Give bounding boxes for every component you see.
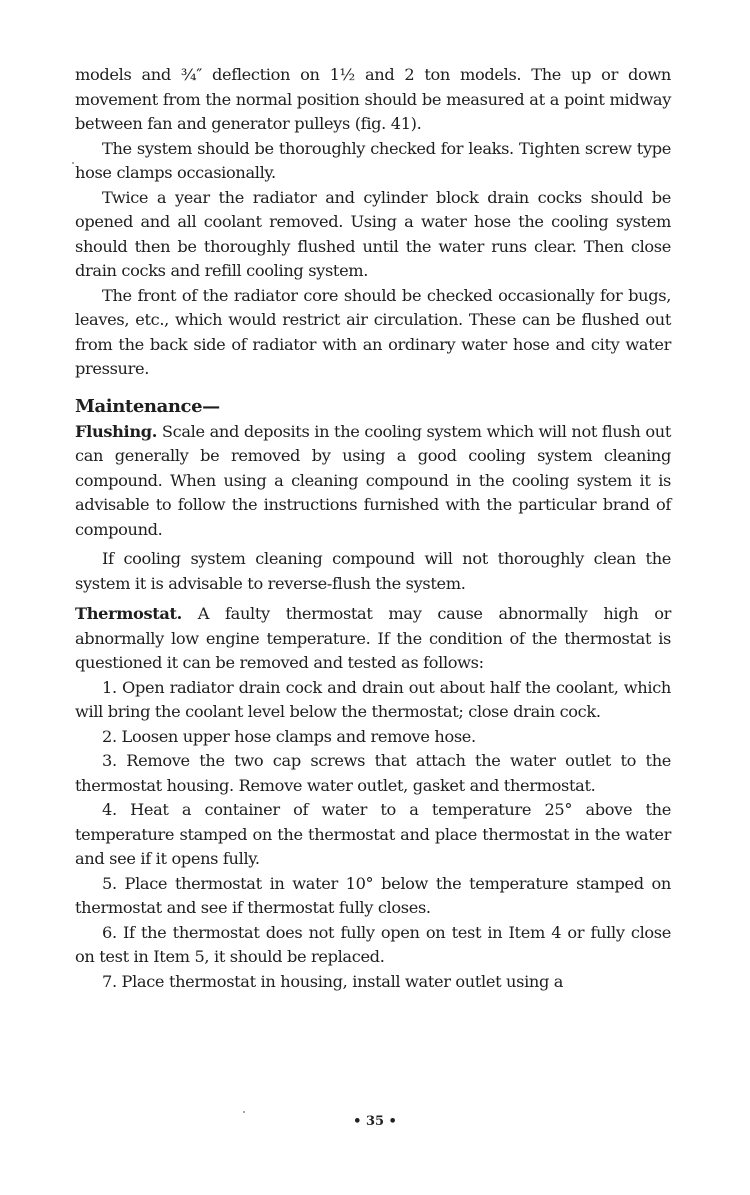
paragraph-thermostat [75,602,671,676]
paragraph-drain-cocks: Twice a year the radiator and cylinder block drain cocks should be opened and all coolant removed. Using a water hose the cooling system should then be thoroughly flushed until the water runs clear. Then close drain cocks and refill cooling system. [75,187,671,280]
run-in-heading-flushing: Flushing. [75,421,158,441]
list-item-step-4: 4. Heat a container of water to a temperature 25° above the temperature stamped on the thermostat and place thermostat in the water and see if it opens fully. [75,800,671,868]
list-item-step-6: 6. If the thermostat does not fully open on test in Item 4 or fully close on test in Item 5, it should be replaced. [75,922,671,966]
paragraph-radiator-core: The front of the radiator core should be checked occasionally for bugs, leaves, etc., which would restrict air circulation. These can be flushed out from the back side of radiator with an ordinary water hose and city water pressure. [75,285,671,378]
scan-speck [243,1111,245,1113]
thermostat-text: A faulty thermostat may cause abnormally high or abnormally low engine temperature. If the condition of the thermostat is questioned it can be removed and tested as follows: [75,604,671,672]
run-in-heading-thermostat: Thermostat. [75,604,182,623]
flushing-text: Scale and deposits in the cooling system which will not flush out can generally be removed by using a good cooling system cleaning compound. When using a cleaning compound in the cooling system it is advisable to follow the instructions furnished with the particular brand of compound. [75,421,671,539]
scan-speck [72,162,74,164]
list-item-step-5: 5. Place thermostat in water 10° below the temperature stamped on thermostat and see if thermostat fully closes. [75,873,671,917]
paragraph-reverse-flush: If cooling system cleaning compound will not thoroughly clean the system it is advisable to reverse-flush the system. [75,549,671,593]
list-item-step-1: 1. Open radiator drain cock and drain out about half the coolant, which will bring the coolant level below the thermostat; close drain cock. [75,677,671,721]
list-item-step-7: 7. Place thermostat in housing, install water outlet using a [102,971,564,991]
paragraph-deflection: models and ¾″ deflection on 1½ and 2 ton models. The up or down movement from the normal position should be measured at a point midway between fan and generator pulleys (fig. 41). [75,65,671,133]
paragraph-leak-check: The system should be thoroughly checked for leaks. Tighten screw type hose clamps occasionally. [75,138,671,182]
section-heading-maintenance: Maintenance— [75,395,220,417]
document-page [75,63,671,994]
page-number: • 35 • [353,1114,397,1129]
paragraph-flushing [75,420,671,543]
list-item-step-3: 3. Remove the two cap screws that attach the water outlet to the thermostat housing. Remove water outlet, gasket and thermostat. [75,751,671,795]
list-item-step-2: 2. Loosen upper hose clamps and remove hose. [102,726,476,746]
